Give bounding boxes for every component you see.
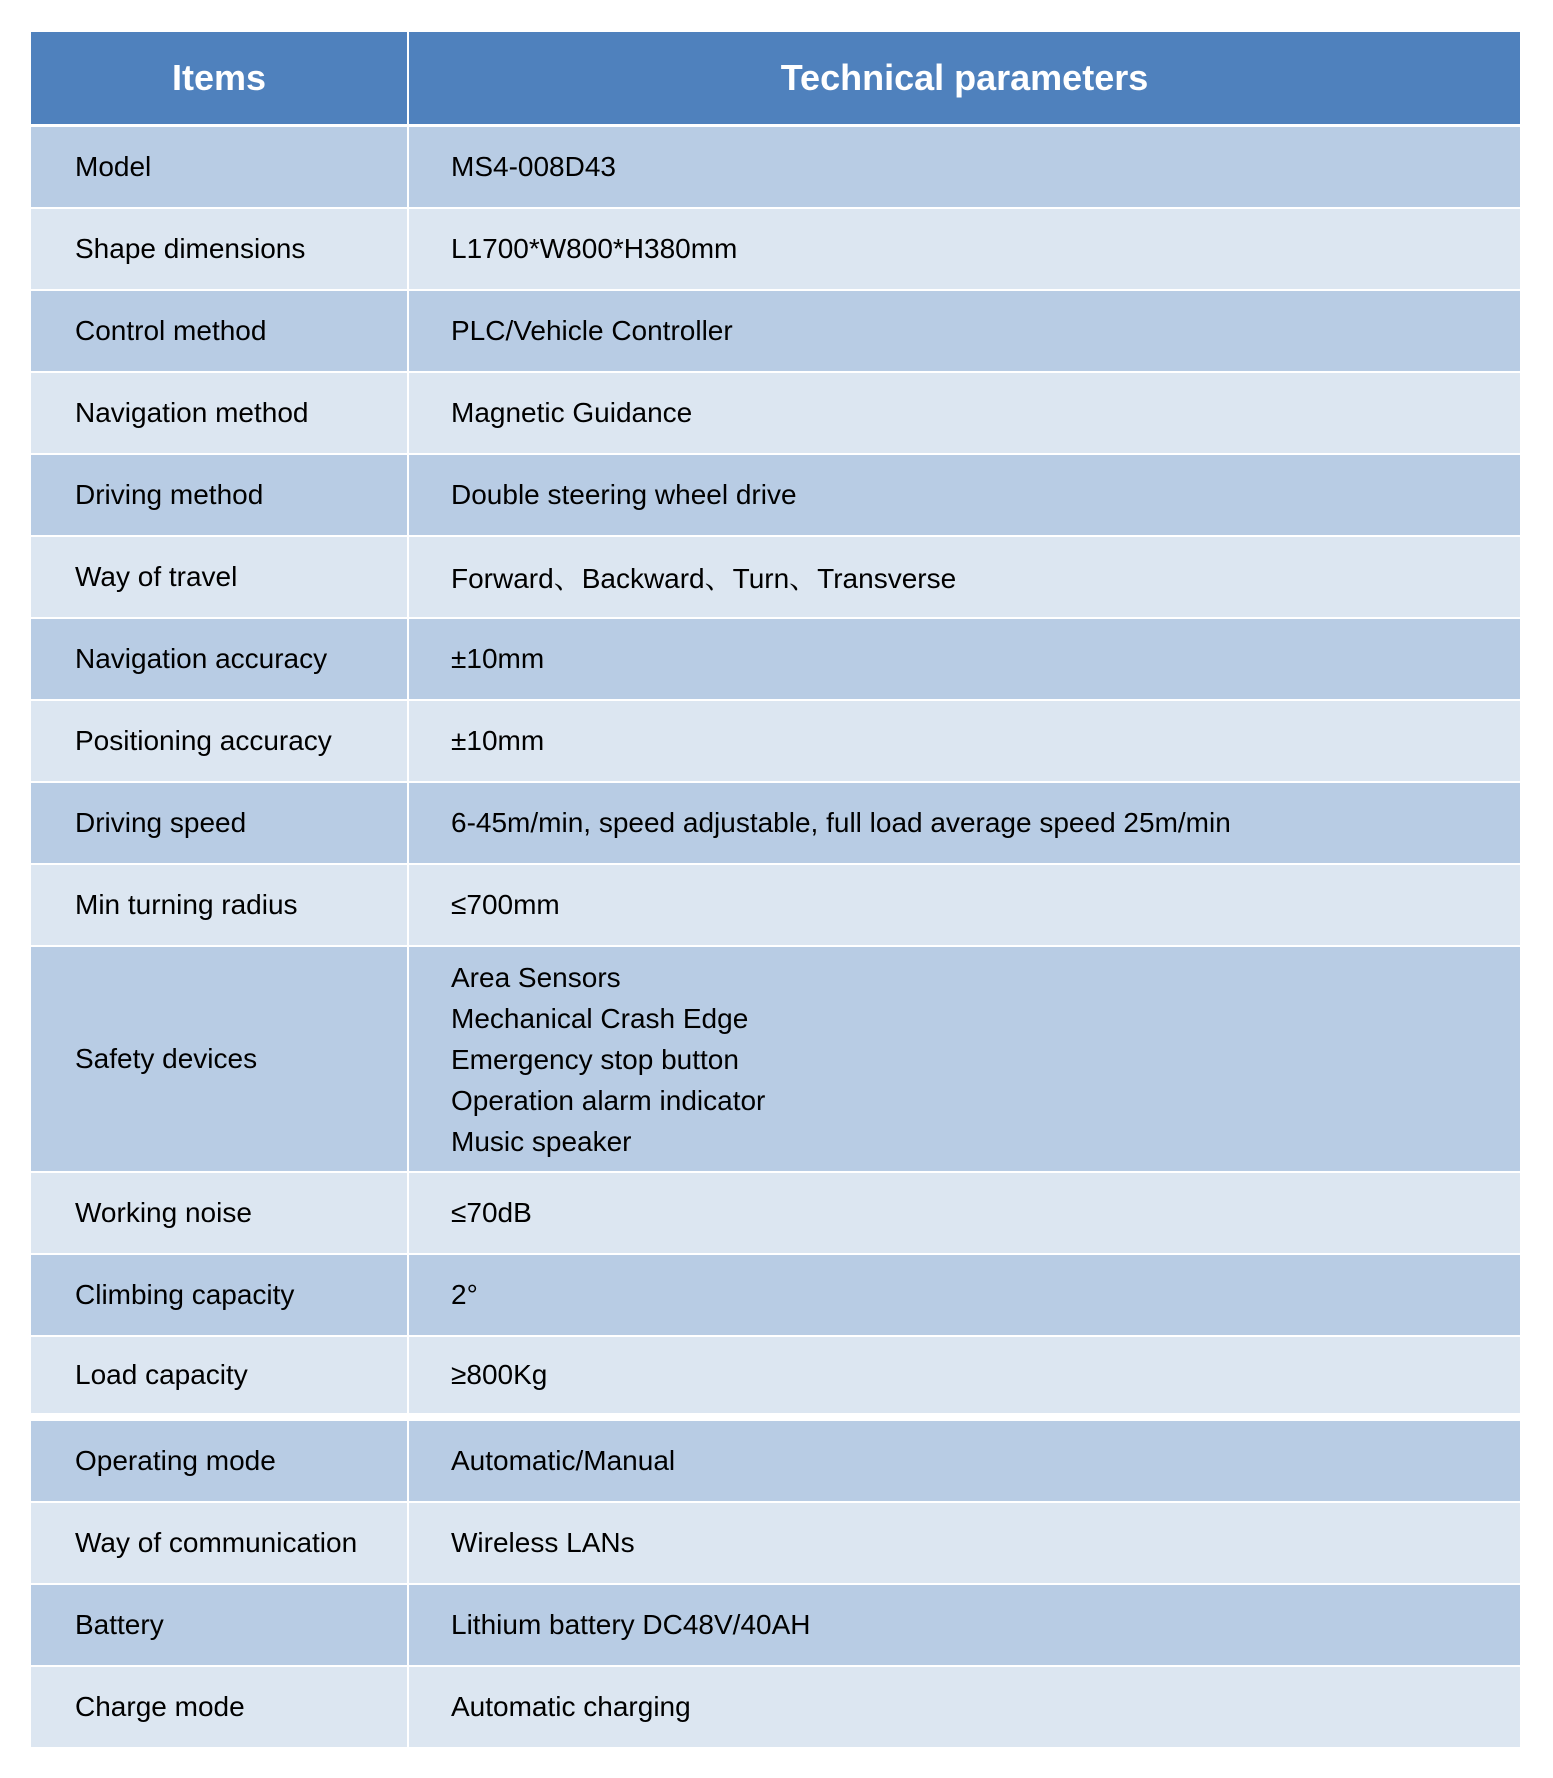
item-value: ≤70dB <box>451 1197 532 1228</box>
list-item: Operation alarm indicator <box>451 1084 766 1116</box>
table-row <box>31 865 1520 947</box>
table-row <box>31 1255 1520 1337</box>
item-value: ±10mm <box>451 725 545 756</box>
item-value: Magnetic Guidance <box>451 397 693 428</box>
item-value: Wireless LANs <box>451 1527 635 1558</box>
table-row <box>31 701 1520 783</box>
list-item: Emergency stop button <box>451 1043 739 1075</box>
item-label: Model <box>31 127 409 207</box>
table-row <box>31 537 1520 619</box>
item-label: Positioning accuracy <box>31 701 409 781</box>
item-label: Shape dimensions <box>31 209 409 289</box>
header-technical-parameters: Technical parameters <box>780 57 1149 98</box>
item-value: ≥800Kg <box>451 1359 548 1390</box>
item-label: Way of travel <box>31 537 409 617</box>
item-label: Driving speed <box>31 783 409 863</box>
item-label: Driving method <box>31 455 409 535</box>
item-label: Load capacity <box>31 1337 409 1413</box>
table-row <box>31 1173 1520 1255</box>
list-item: Mechanical Crash Edge <box>451 1002 749 1034</box>
item-value: L1700*W800*H380mm <box>451 233 738 264</box>
table-row <box>31 1421 1520 1503</box>
item-value: 6-45m/min, speed adjustable, full load average speed 25m/min <box>451 807 1231 838</box>
item-value: Forward、Backward、Turn、Transverse <box>451 563 957 594</box>
item-value: Double steering wheel drive <box>451 479 797 510</box>
list-item: Music speaker <box>451 1125 632 1157</box>
item-label: Navigation accuracy <box>31 619 409 699</box>
item-value <box>409 947 1520 1171</box>
table-row <box>31 1585 1520 1667</box>
item-label: Navigation method <box>31 373 409 453</box>
item-value: MS4-008D43 <box>451 151 616 182</box>
item-label: Safety devices <box>31 947 409 1171</box>
item-label: Charge mode <box>31 1667 409 1747</box>
table-header <box>31 32 1520 127</box>
item-label: Working noise <box>31 1173 409 1253</box>
item-label: Control method <box>31 291 409 371</box>
table-row <box>31 373 1520 455</box>
item-value: ±10mm <box>451 643 545 674</box>
item-value: Lithium battery DC48V/40AH <box>451 1609 811 1640</box>
table-row <box>31 619 1520 701</box>
table-row <box>31 783 1520 865</box>
table-row <box>31 291 1520 373</box>
table-row <box>31 1337 1520 1421</box>
item-value: PLC/Vehicle Controller <box>451 315 733 346</box>
item-label: Min turning radius <box>31 865 409 945</box>
list-item: Area Sensors <box>451 961 621 993</box>
item-value: ≤700mm <box>451 889 560 920</box>
item-label: Way of communication <box>31 1503 409 1583</box>
item-label: Operating mode <box>31 1421 409 1501</box>
table-row <box>31 1667 1520 1749</box>
item-value: Automatic/Manual <box>451 1445 676 1476</box>
table-row <box>31 455 1520 537</box>
header-items: Items <box>31 32 409 124</box>
table-row <box>31 209 1520 291</box>
safety-devices-list <box>451 957 765 1162</box>
table-row <box>31 947 1520 1173</box>
spec-table <box>31 32 1520 1749</box>
item-value: 2° <box>451 1279 478 1310</box>
item-value: Automatic charging <box>451 1691 691 1722</box>
table-row <box>31 127 1520 209</box>
table-row <box>31 1503 1520 1585</box>
item-label: Climbing capacity <box>31 1255 409 1335</box>
item-label: Battery <box>31 1585 409 1665</box>
